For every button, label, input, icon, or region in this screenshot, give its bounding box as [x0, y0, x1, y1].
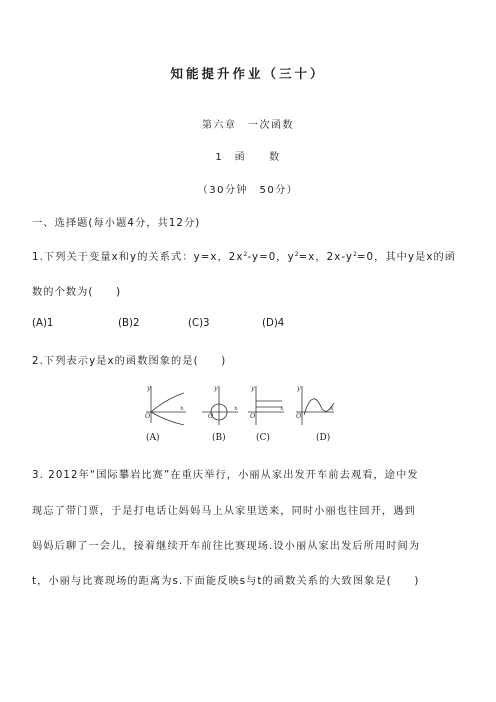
- svg-text:y: y: [251, 384, 255, 392]
- graph-label-d: (D): [316, 433, 331, 443]
- svg-text:y: y: [297, 384, 301, 392]
- q1-option-a: (A)1: [32, 318, 54, 329]
- svg-text:x: x: [330, 404, 334, 412]
- graph-label-c: (C): [256, 433, 270, 443]
- svg-text:x: x: [280, 404, 284, 412]
- question-3-line-1: 3. 2012年“国际攀岩比赛”在重庆举行，小丽从家出发开车前去观看，途中发: [32, 470, 419, 481]
- svg-text:O: O: [250, 412, 256, 420]
- q1-option-d: (D)4: [262, 318, 285, 329]
- time-limit: （30分钟 50分）: [197, 185, 299, 196]
- question-2-stem: 2.下列表示y是x的函数图象的是( ): [32, 356, 227, 367]
- question-1-line-1: 1.下列关于变量x和y的关系式：y=x，$2x^2-y=0$，$y^2=x$，$2x-y^2=0$，其中y是x的函: [32, 251, 457, 263]
- question-3-line-4: t，小丽与比赛现场的距离为s.下面能反映s与t的函数关系的大致图象是( ): [32, 576, 420, 587]
- svg-text:O: O: [145, 412, 151, 420]
- svg-text:x: x: [180, 404, 184, 412]
- svg-text:O: O: [208, 412, 214, 420]
- svg-text:y: y: [147, 384, 151, 392]
- chapter-heading: 第六章 一次函数: [202, 120, 294, 131]
- question-3-line-2: 现忘了带门票，于是打电话让妈妈马上从家里送来，同时小丽也往回开，遇到: [32, 506, 416, 517]
- graph-label-a: (A): [146, 433, 160, 443]
- graph-d: [296, 386, 334, 425]
- svg-text:y: y: [214, 384, 218, 392]
- q1-option-c: (C)3: [188, 318, 210, 329]
- svg-text:x: x: [234, 404, 238, 412]
- question-3-line-3: 妈妈后聊了一会儿，接着继续开车前往比赛现场.设小丽从家出发后所用时间为: [32, 541, 421, 552]
- svg-text:O: O: [296, 412, 302, 420]
- question-1-line-2: 数的个数为( ): [32, 287, 122, 298]
- section-heading: 1 函 数: [215, 152, 281, 163]
- graph-label-b: (B): [212, 433, 226, 443]
- q1-option-b: (B)2: [118, 318, 140, 329]
- part1-heading: 一、选择题(每小题4分，共12分): [32, 218, 201, 229]
- page-title: 知能提升作业（三十）: [170, 66, 326, 81]
